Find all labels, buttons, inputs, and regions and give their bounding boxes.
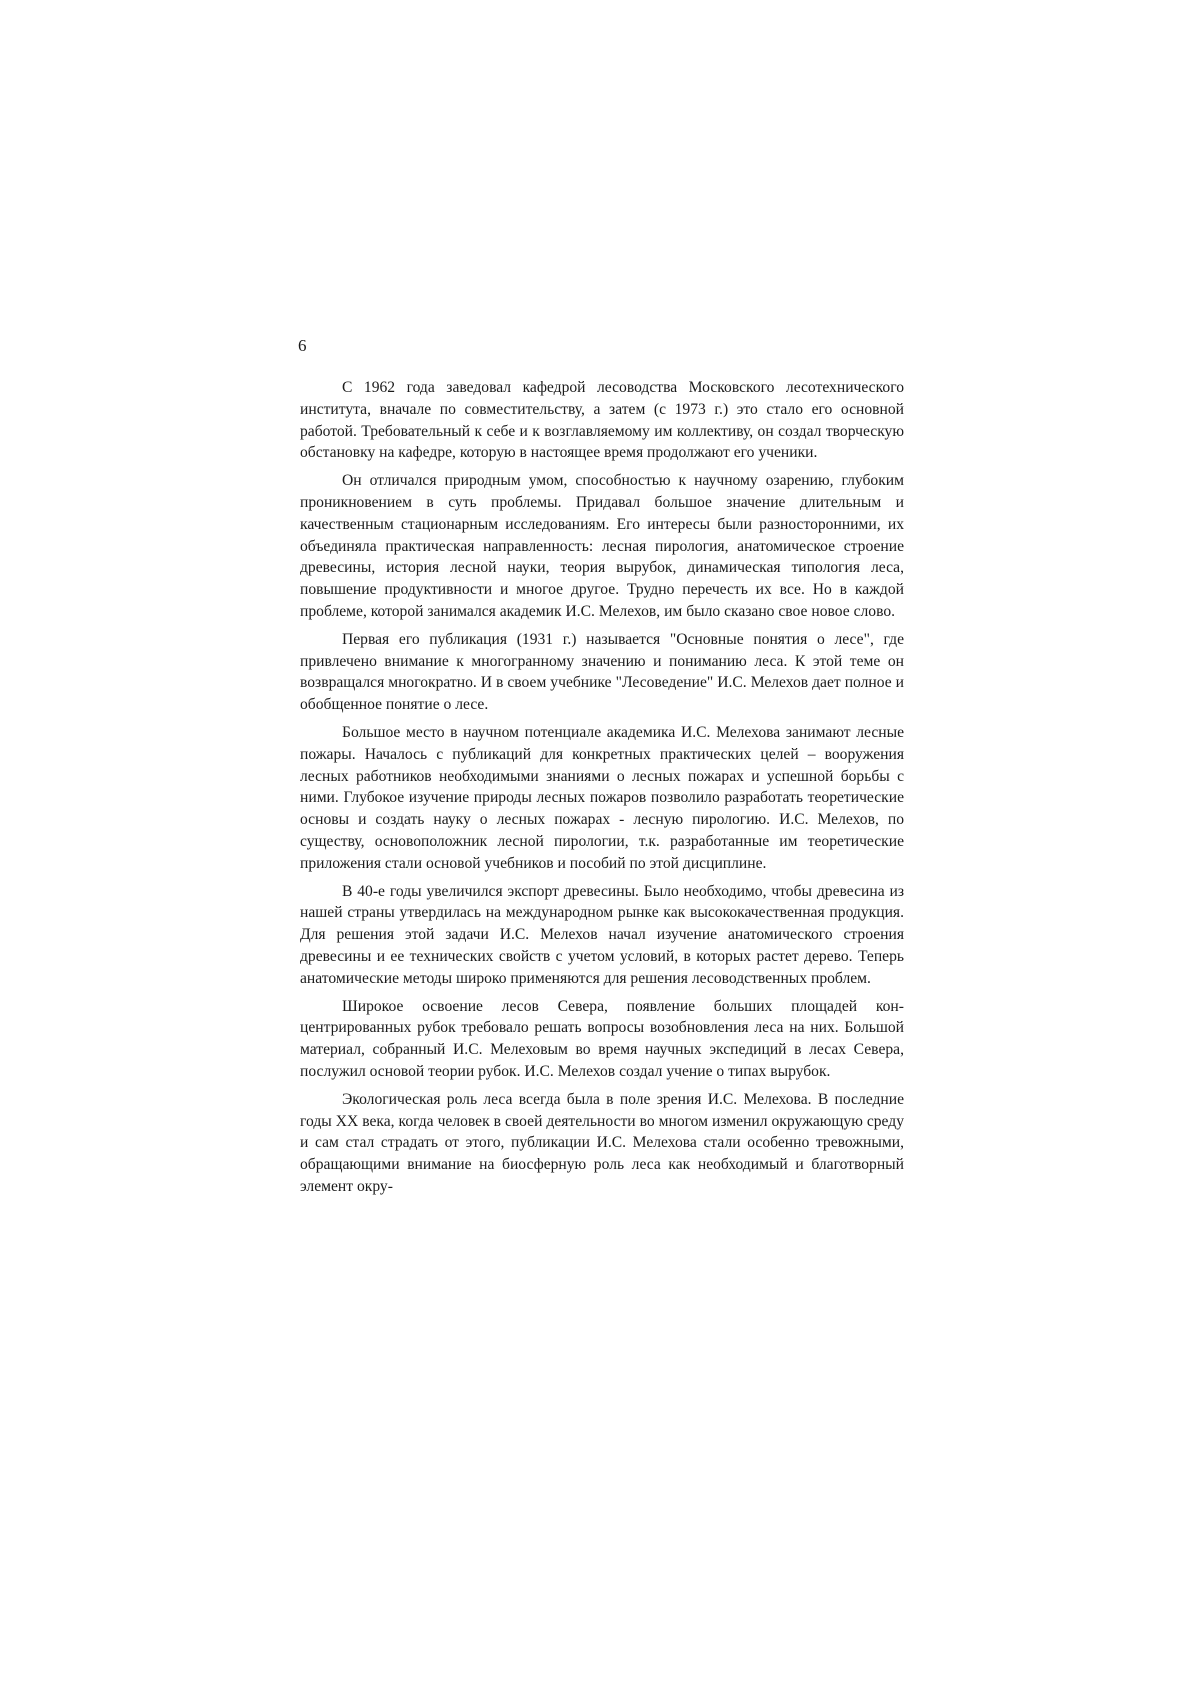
paragraph-2: Он отличался природным умом, способностью к научному озарению, глубоким проникновением в суть проблемы. Придавал большое значение длительным и качественным стационарным исследованиям. Его интересы были разносторонними, их объединяла практическая направленность: лесная пирология, анатомическое строение древесины, история лесной науки, теория вырубок, динамическая типология леса, повышение продуктивности и многое другое. Трудно перечесть их все. Но в каждой проблеме, которой занимался академик И.С. Мелехов, им было сказано свое новое слово. xyxy=(300,472,904,620)
paragraph-3: Первая его публикация (1931 г.) называется "Основные понятия о лесе", где привлечено внимание к многогранному значению и пониманию леса. К этой теме он возвращался многократно. И в своем учебнике "Лесоведение" И.С. Мелехов дает полное и обобщенное понятие о лесе. xyxy=(300,630,904,714)
paragraph-7: Экологическая роль леса всегда была в поле зрения И.С. Мелехова. В последние годы XX века, когда человек в своей деятельности во многом изменил окружающую среду и сам стал страдать от этого, публикации И.С. Мелехова стали особенно тревожными, обращающими внимание на биосферную роль леса как необходимый и благотворный элемент окру- xyxy=(300,1090,904,1195)
paragraph-6: Широкое освоение лесов Севера, появление больших площадей концентрированных рубок требовало решать вопросы возобновления леса на них. Большой материал, собранный И.С. Мелеховым во время научных экспедиций в лесах Севера, послужил основой теории рубок. И.С. Мелехов создал учение о типах вырубок. xyxy=(300,997,904,1080)
body-text xyxy=(300,377,904,1198)
page-number: 6 xyxy=(298,336,307,355)
paragraph-5: В 40-е годы увеличился экспорт древесины. Было необходимо, чтобы древесина из нашей страны утвердилась на международном рынке как высококачественная продукция. Для решения этой задачи И.С. Мелехов начал изучение анатомического строения древесины и ее технических свойств с учетом условий, в которых растет дерево. Теперь анатомические методы широко применяются для решения лесоводственных проблем. xyxy=(300,882,904,987)
paragraph-1: С 1962 года заведовал кафедрой лесоводства Московского лесотехнического института, вначале по совместительству, а затем (с 1973 г.) это стало его основной работой. Требовательный к себе и к возглавляемому им коллективу, он создал творческую обстановку на кафедре, которую в настоящее время продолжают его ученики. xyxy=(300,379,904,462)
paragraph-4: Большое место в научном потенциале академика И.С. Мелехова занимают лесные пожары. Началось с публикаций для конкретных практических целей – вооружения лесных работников необходимыми знаниями о лесных пожарах и успешной борьбы с ними. Глубокое изучение природы лесных пожаров позволило разработать теоретические основы и создать науку о лесных пожарах - лесную пирологию. И.С. Мелехов, по существу, основоположник лесной пирологии, т.к. разработанные им теоретические приложения стали основой учебников и пособий по этой дисциплине. xyxy=(300,723,904,872)
